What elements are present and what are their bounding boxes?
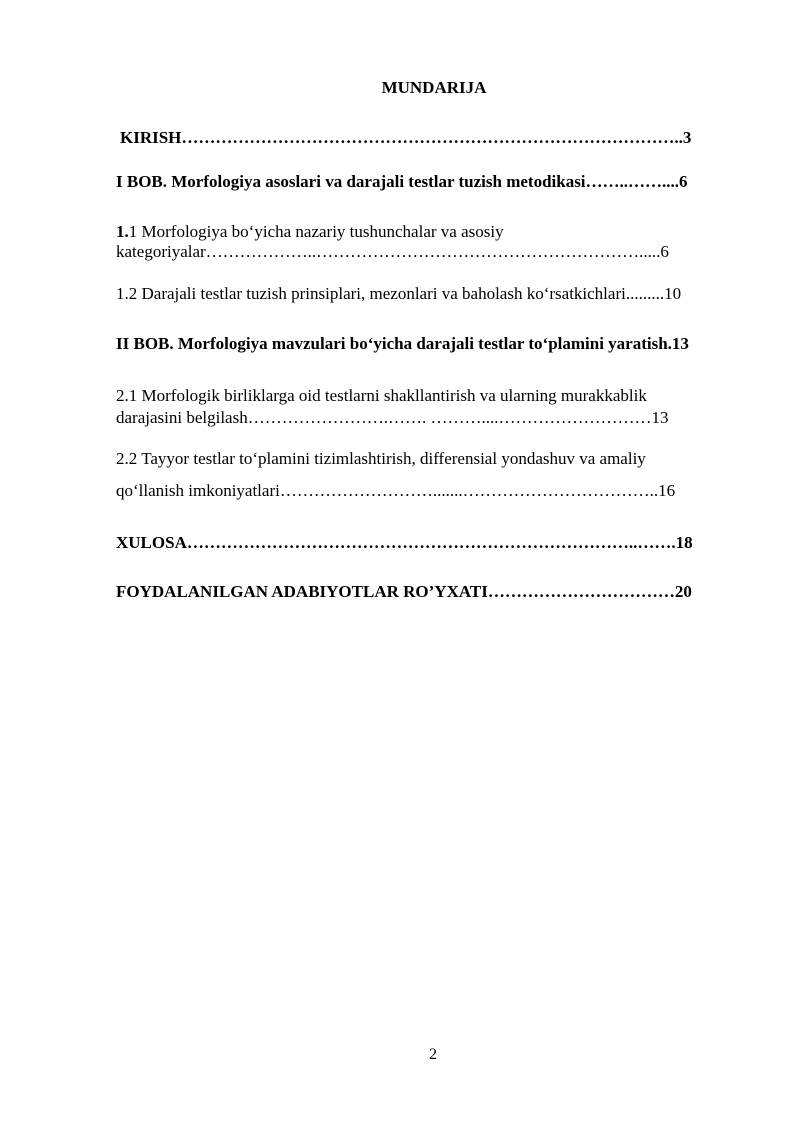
section-1-1-text: 1 Morfologiya bo‘yicha nazariy tushunchalar va asosiy	[128, 222, 504, 241]
toc-entry-xulosa: XULOSA……………………………………………………………………..…….18	[116, 533, 693, 552]
toc-entry-section-2-1-cont: darajasini belgilash…………………….……. ………....………………………13	[116, 408, 669, 427]
toc-entry-chapter-2: II BOB. Morfologiya mavzulari bo‘yicha darajali testlar to‘plamini yaratish.13	[116, 334, 689, 353]
toc-entry-section-2-1: 2.1 Morfologik birliklarga oid testlarni shakllantirish va ularning murakkablik	[116, 386, 647, 405]
toc-entry-section-1-1-cont: kategoriyalar………………..………………………………………………….....6	[116, 242, 669, 261]
toc-title: MUNDARIJA	[381, 78, 487, 97]
page-number: 2	[429, 1046, 437, 1063]
toc-entry-chapter-1: I BOB. Morfologiya asoslari va darajali testlar tuzish metodikasi……..……....6	[116, 172, 688, 191]
toc-entry-adabiyotlar: FOYDALANILGAN ADABIYOTLAR RO’YXATI……………………………20	[116, 582, 692, 601]
toc-entry-section-2-2: 2.2 Tayyor testlar to‘plamini tizimlashtirish, differensial yondashuv va amaliy	[116, 449, 646, 468]
toc-entry-section-1-1	[116, 222, 504, 242]
section-number-bold: 1.	[116, 222, 129, 241]
toc-entry-section-2-2-cont: qo‘llanish imkoniyatlari……………………….......……………………………..16	[116, 481, 676, 500]
toc-entry-kirish: KIRISH……………………………………………………………………………..3	[120, 128, 692, 147]
toc-entry-section-1-2: 1.2 Darajali testlar tuzish prinsiplari, mezonlari va baholash ko‘rsatkichlari.........10	[116, 284, 682, 303]
